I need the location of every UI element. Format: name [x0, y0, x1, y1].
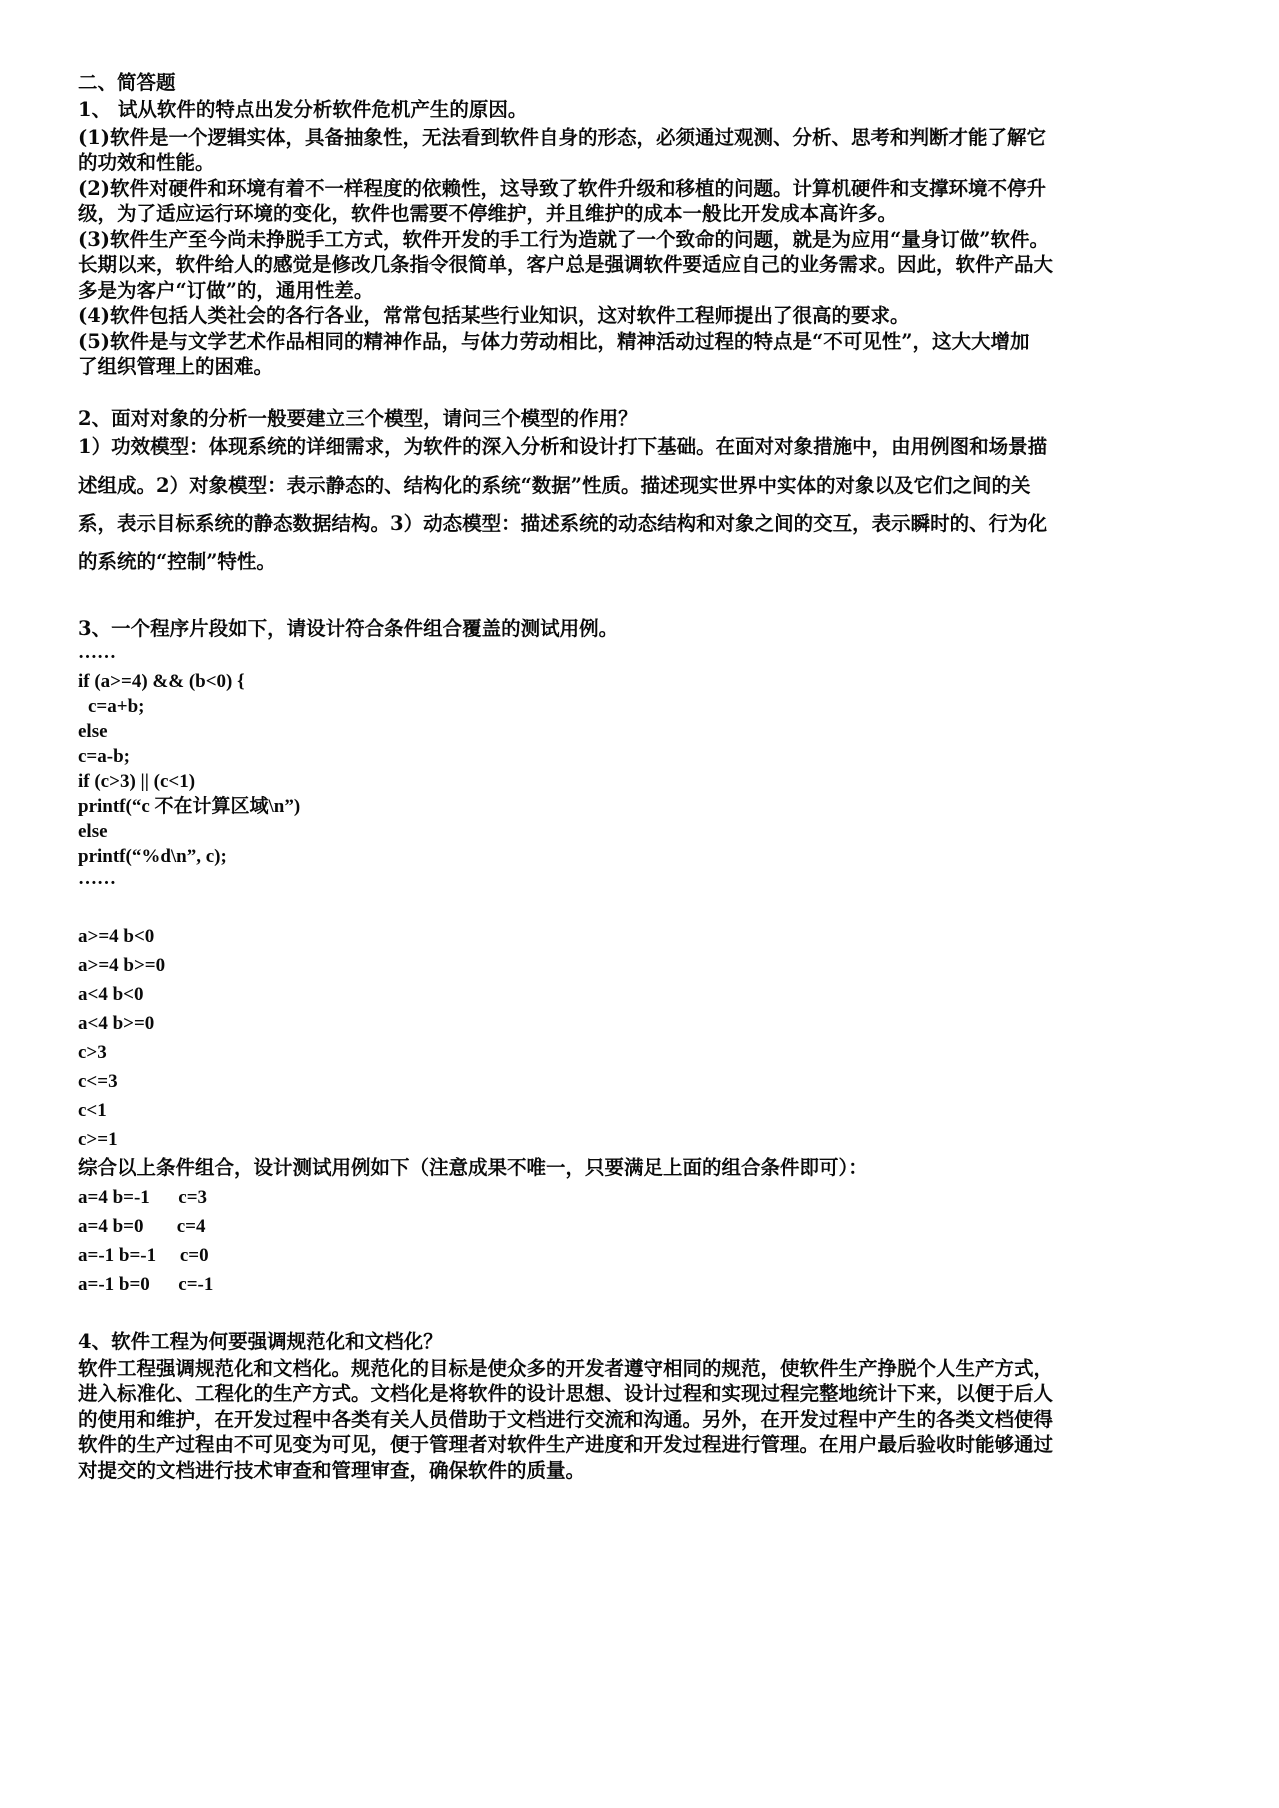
condition-item: c<=3	[78, 1071, 118, 1092]
q1-title: 1、 试从软件的特点出发分析软件危机产生的原因。	[78, 98, 528, 121]
code-line: if (a>=4) && (b<0) {	[78, 671, 245, 692]
code-line: if (c>3) || (c<1)	[78, 771, 196, 792]
q1-line: 的功效和性能。	[78, 151, 215, 174]
q3-summary: 综合以上条件组合，设计测试用例如下（注意成果不唯一，只要满足上面的组合条件即可）：	[78, 1156, 868, 1179]
section-title: 二、简答题	[78, 71, 176, 94]
test-case: a=-1 b=0 c=-1	[78, 1274, 214, 1295]
code-line: ……	[78, 642, 116, 663]
code-line: c=a-b;	[78, 746, 130, 767]
test-case: a=4 b=0 c=4	[78, 1216, 206, 1237]
code-line: c=a+b;	[88, 696, 145, 717]
q1-line: 多是为客户“订做”的，通用性差。	[78, 279, 374, 302]
q2-line: 系，表示目标系统的静态数据结构。3）动态模型：描述系统的动态结构和对象之间的交互，表示瞬时的、行为化	[78, 512, 1048, 535]
condition-item: c>3	[78, 1042, 107, 1063]
q4-line: 对提交的文档进行技术审查和管理审查，确保软件的质量。	[78, 1459, 586, 1482]
q2-line: 1）功效模型：体现系统的详细需求，为软件的深入分析和设计打下基础。在面对对象措施中，由用例图和场景描	[78, 435, 1048, 458]
q2-line: 的系统的“控制”特性。	[78, 550, 276, 573]
condition-item: a<4 b>=0	[78, 1013, 155, 1034]
q1-line: (3)软件生产至今尚未挣脱手工方式，软件开发的手工行为造就了一个致命的问题，就是为应用“量身订做”软件。	[78, 228, 1049, 251]
code-line: printf(“c 不在计算区域\n”)	[78, 796, 301, 817]
q4-line: 软件工程强调规范化和文档化。规范化的目标是使众多的开发者遵守相同的规范，使软件生产挣脱个人生产方式，	[78, 1357, 1054, 1380]
q1-line: (2)软件对硬件和环境有着不一样程度的依赖性，这导致了软件升级和移植的问题。计算机硬件和支撑环境不停升	[78, 177, 1047, 200]
code-line: printf(“%d\n”, c);	[78, 846, 227, 867]
q4-title: 4、软件工程为何要强调规范化和文档化？	[78, 1330, 443, 1353]
code-line: else	[78, 821, 108, 842]
condition-item: c<1	[78, 1100, 107, 1121]
code-line: else	[78, 721, 108, 742]
q1-line: 了组织管理上的困难。	[78, 355, 274, 378]
q1-line: (1)软件是一个逻辑实体，具备抽象性，无法看到软件自身的形态，必须通过观测、分析、思考和判断才能了解它	[78, 126, 1047, 149]
condition-item: c>=1	[78, 1129, 118, 1150]
q1-line: (5)软件是与文学艺术作品相同的精神作品，与体力劳动相比，精神活动过程的特点是“不可见性”，这大大增加	[78, 330, 1030, 353]
condition-item: a<4 b<0	[78, 984, 144, 1005]
q4-line: 进入标准化、工程化的生产方式。文档化是将软件的设计思想、设计过程和实现过程完整地统计下来，以便于后人	[78, 1382, 1054, 1405]
q1-line: 级，为了适应运行环境的变化，软件也需要不停维护，并且维护的成本一般比开发成本高许多。	[78, 202, 898, 225]
q1-line: 长期以来，软件给人的感觉是修改几条指令很简单，客户总是强调软件要适应自己的业务需求。因此，软件产品大	[78, 253, 1054, 276]
test-case: a=-1 b=-1 c=0	[78, 1245, 209, 1266]
test-case: a=4 b=-1 c=3	[78, 1187, 208, 1208]
condition-item: a>=4 b<0	[78, 926, 155, 947]
condition-item: a>=4 b>=0	[78, 955, 166, 976]
q2-line: 述组成。2）对象模型：表示静态的、结构化的系统“数据”性质。描述现实世界中实体的对象以及它们之间的关	[78, 474, 1031, 497]
code-line: ……	[78, 868, 116, 889]
q2-title: 2、面对对象的分析一般要建立三个模型，请问三个模型的作用？	[78, 407, 638, 430]
q1-line: (4)软件包括人类社会的各行各业，常常包括某些行业知识，这对软件工程师提出了很高的要求。	[78, 304, 910, 327]
q4-line: 软件的生产过程由不可见变为可见，便于管理者对软件生产进度和开发过程进行管理。在用户最后验收时能够通过	[78, 1433, 1054, 1456]
q3-title: 3、一个程序片段如下，请设计符合条件组合覆盖的测试用例。	[78, 617, 619, 640]
q4-line: 的使用和维护，在开发过程中各类有关人员借助于文档进行交流和沟通。另外，在开发过程中产生的各类文档使得	[78, 1408, 1054, 1431]
